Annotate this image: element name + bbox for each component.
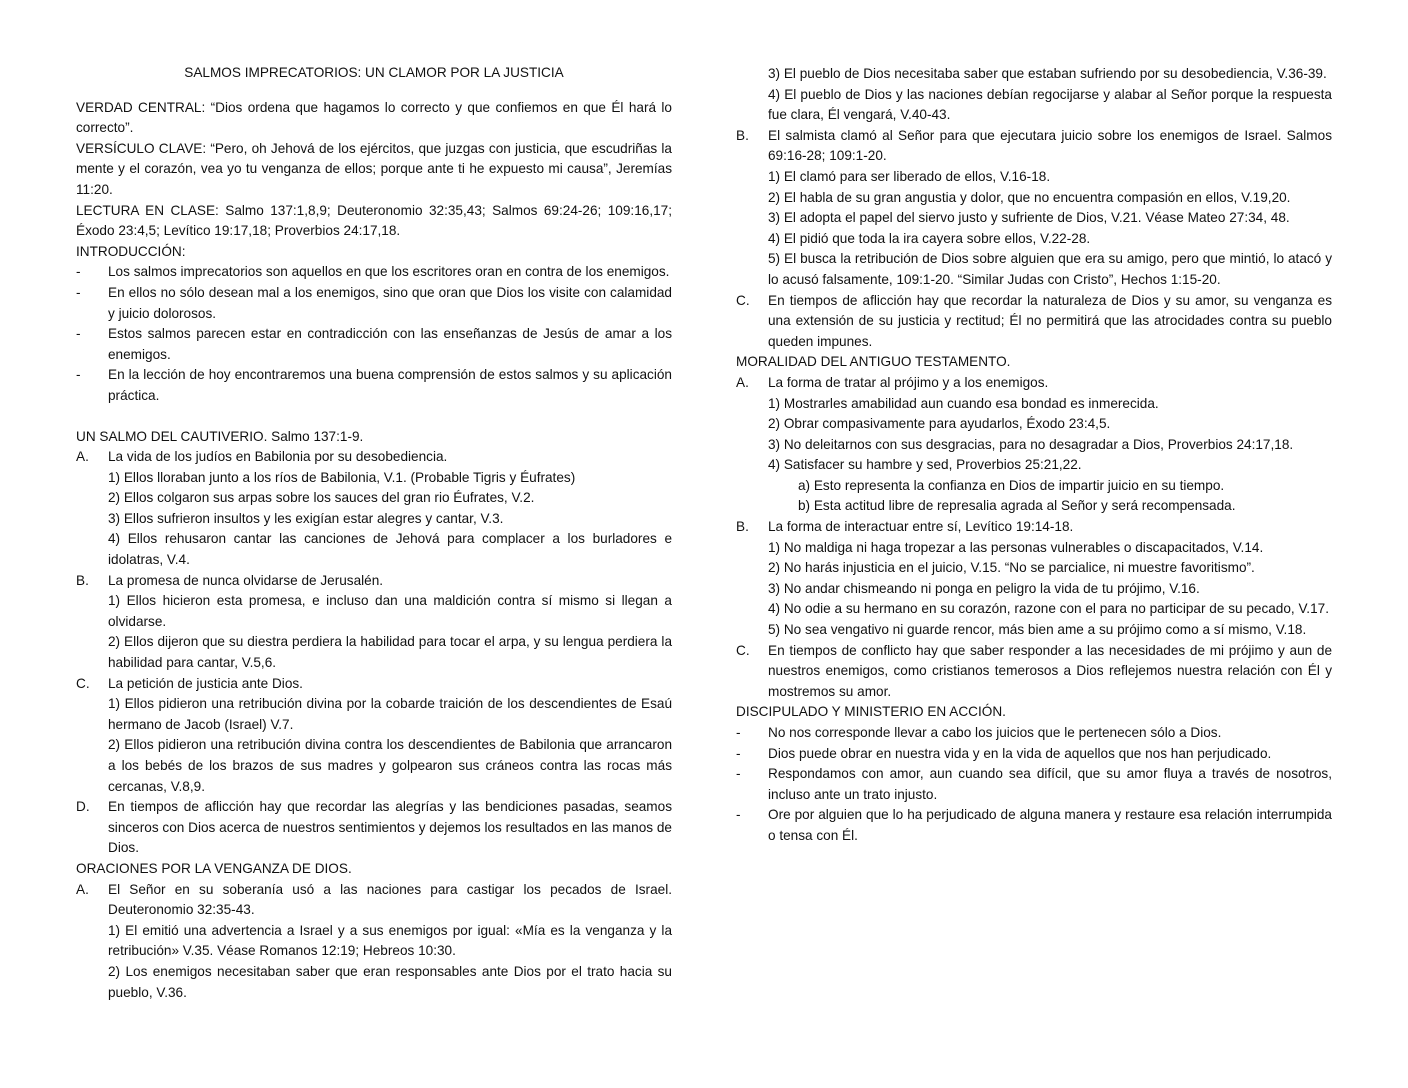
section-b: B. El salmista clamó al Señor para que ejecutara juicio sobre los enemigos de Israel. Salmos 69:16-28; 109:1-20. <box>736 127 1332 164</box>
list-item: 1) Mostrarles amabilidad aun cuando esa bondad es inmerecida. <box>768 395 1159 411</box>
intro-item: - En ellos no sólo desean mal a los enemigos, sino que oran que Dios los visite con calamidad y juicio dolorosos. <box>76 284 672 321</box>
list-item: 1) No maldiga ni haga tropezar a las personas vulnerables o discapacitados, V.14. <box>768 539 1264 555</box>
right-column <box>736 64 1332 847</box>
discipleship-heading: DISCIPULADO Y MINISTERIO EN ACCIÓN. <box>736 704 1006 720</box>
intro-item: - En la lección de hoy encontraremos una buena comprensión de estos salmos y su aplicación práctica. <box>76 367 672 403</box>
list-item: 2) Los enemigos necesitaban saber que eran responsables ante Dios por el trato hacia su pueblo, V.36. <box>108 963 672 1000</box>
intro-heading: INTRODUCCIÓN: <box>76 243 186 259</box>
list-item: 1) El clamó para ser liberado de ellos, V.16-18. <box>768 168 1051 184</box>
section-d: D. En tiempos de aflicción hay que recordar las alegrías y las bendiciones pasadas, seamos sinceros con Dios acerca de nuestros sentimientos y dejemos los resultados en las manos de Dios. <box>76 799 672 856</box>
discipleship-item: - No nos corresponde llevar a cabo los juicios que le pertenecen sólo a Dios. <box>736 725 1222 740</box>
list-item: 2) Ellos pidieron una retribución divina contra los descendientes de Babilonia que arrancaron a los bebés de los brazos de sus madres y golpearon sus cráneos contra las rocas más cercanas, V.8,9. <box>108 737 672 794</box>
list-item: 1) Ellos pidieron una retribución divina por la cobarde traición de los descendientes de Esaú hermano de Jacob (Israel) V.7. <box>108 696 672 732</box>
captivity-heading: UN SALMO DEL CAUTIVERIO. Salmo 137:1-9. <box>76 428 364 444</box>
list-item: 3) Ellos sufrieron insultos y les exigían estar alegres y cantar, V.3. <box>108 510 504 526</box>
key-verse: VERSÍCULO CLAVE: “Pero, oh Jehová de los ejércitos, que juzgas con justicia, que escudriñas la mente y el corazón, vea yo tu venganza de ellos; porque ante ti he expuesto mi causa”, Jeremías 11:20. <box>76 140 672 197</box>
document-title: SALMOS IMPRECATORIOS: UN CLAMOR POR LA JUSTICIA <box>184 65 564 80</box>
left-column <box>76 63 672 1003</box>
list-item: 2) Ellos dijeron que su diestra perdiera la habilidad para tocar el arpa, y su lengua perdiera la habilidad para cantar, V.5,6. <box>108 634 672 671</box>
section-c: C. En tiempos de aflicción hay que recordar la naturaleza de Dios y su amor, su venganza es una extensión de su justicia y rectitud; Él no permitirá que las atrocidades contra su pueblo queden impunes. <box>736 292 1332 349</box>
list-item: 2) El habla de su gran angustia y dolor, que no encuentra compasión en ellos, V.19,20. <box>768 189 1291 205</box>
list-item: 1) Ellos hicieron esta promesa, e incluso dan una maldición contra sí mismo si llegan a olvidarse. <box>108 593 672 629</box>
list-item: 2) No harás injusticia en el juicio, V.15. “No se parcialice, ni muestre favoritismo”. <box>768 560 1255 576</box>
list-item: 3) El adopta el papel del siervo justo y sufriente de Dios, V.21. Véase Mateo 27:34, 48. <box>768 210 1290 226</box>
list-item: 5) El busca la retribución de Dios sobre alguien que era su amigo, pero que mintió, lo atacó y lo acusó falsamente, 109:1-20. “Similar Judas con Cristo”, Hechos 1:15-20. <box>768 251 1332 287</box>
intro-item: - Los salmos imprecatorios son aquellos en que los escritores oran en contra de los enemigos. <box>76 264 670 280</box>
list-item: 4) El pueblo de Dios y las naciones debían regocijarse y alabar al Señor porque la respuesta fue clara, Él vengará, V.40-43. <box>768 86 1332 123</box>
list-item: 4) No odie a su hermano en su corazón, razone con el para no participar de su pecado, V.17. <box>768 601 1329 617</box>
discipleship-item: - Respondamos con amor, aun cuando sea difícil, que su amor fluya a través de nosotros, incluso ante un trato injusto. <box>736 766 1332 802</box>
list-item: 3) El pueblo de Dios necesitaba saber que estaban sufriendo por su desobediencia, V.36-39. <box>768 66 1327 81</box>
list-item: 3) No deleitarnos con sus desgracias, para no desagradar a Dios, Proverbios 24:17,18. <box>768 436 1294 452</box>
list-item: 5) No sea vengativo ni guarde rencor, más bien ame a su prójimo como a sí mismo, V.18. <box>768 622 1307 638</box>
list-item: 1) El emitió una advertencia a Israel y a sus enemigos por igual: «Mía es la venganza y la retribución» V.35. Véase Romanos 12:19; Hebreos 10:30. <box>108 922 672 959</box>
prayers-heading: ORACIONES POR LA VENGANZA DE DIOS. <box>76 860 352 876</box>
list-item: 4) Satisfacer su hambre y sed, Proverbios 25:21,22. <box>768 457 1082 473</box>
discipleship-item: - Dios puede obrar en nuestra vida y en la vida de aquellos que nos han perjudicado. <box>736 745 1272 761</box>
section-b: B. La promesa de nunca olvidarse de Jerusalén. <box>76 572 384 588</box>
morality-heading: MORALIDAD DEL ANTIGUO TESTAMENTO. <box>736 354 1011 370</box>
intro-item: - Estos salmos parecen estar en contradicción con las enseñanzas de Jesús de amar a los enemigos. <box>76 326 672 362</box>
list-item: 3) No andar chismeando ni ponga en peligro la vida de tu prójimo, V.16. <box>768 580 1200 596</box>
section-c: C. En tiempos de conflicto hay que saber responder a las necesidades de mi prójimo y aun de nuestros enemigos, como cristianos temerosos a Dios reflejemos nuestra relación con Él y mostremos su amor. <box>736 642 1332 699</box>
section-c: C. La petición de justicia ante Dios. <box>76 675 303 691</box>
sub-list-item: a) Esto representa la confianza en Dios de impartir juicio en su tiempo. <box>798 477 1225 493</box>
list-item: 2) Ellos colgaron sus arpas sobre los sauces del gran rio Éufrates, V.2. <box>108 490 535 506</box>
sub-list-item: b) Esta actitud libre de represalia agrada al Señor y será recompensada. <box>798 498 1236 514</box>
section-a: A. La vida de los judíos en Babilonia por su desobediencia. <box>76 449 448 465</box>
list-item: 4) Ellos rehusaron cantar las canciones de Jehová para complacer a los burladores e idolatras, V.4. <box>108 531 672 568</box>
discipleship-item: - Ore por alguien que lo ha perjudicado de alguna manera y restaure esa relación interrumpida o tensa con Él. <box>736 807 1332 843</box>
list-item: 4) El pidió que toda la ira cayera sobre ellos, V.22-28. <box>768 230 1091 246</box>
section-a: A. La forma de tratar al prójimo y a los enemigos. <box>736 374 1049 390</box>
section-b: B. La forma de interactuar entre sí, Levítico 19:14-18. <box>736 519 1074 535</box>
list-item: 1) Ellos lloraban junto a los ríos de Babilonia, V.1. (Probable Tigris y Éufrates) <box>108 469 576 485</box>
central-truth: VERDAD CENTRAL: “Dios ordena que hagamos lo correcto y que confiemos en que Él hará lo correcto”. <box>76 99 672 136</box>
class-reading: LECTURA EN CLASE: Salmo 137:1,8,9; Deuteronomio 32:35,43; Salmos 69:24-26; 109:16,17; Éxodo 23:4,5; Levítico 19:17,18; Proverbios 24:17,18. <box>76 202 672 239</box>
section-a: A. El Señor en su soberanía usó a las naciones para castigar los pecados de Israel. Deuteronomio 32:35-43. <box>76 881 672 918</box>
list-item: 2) Obrar compasivamente para ayudarlos, Éxodo 23:4,5. <box>768 416 1111 432</box>
